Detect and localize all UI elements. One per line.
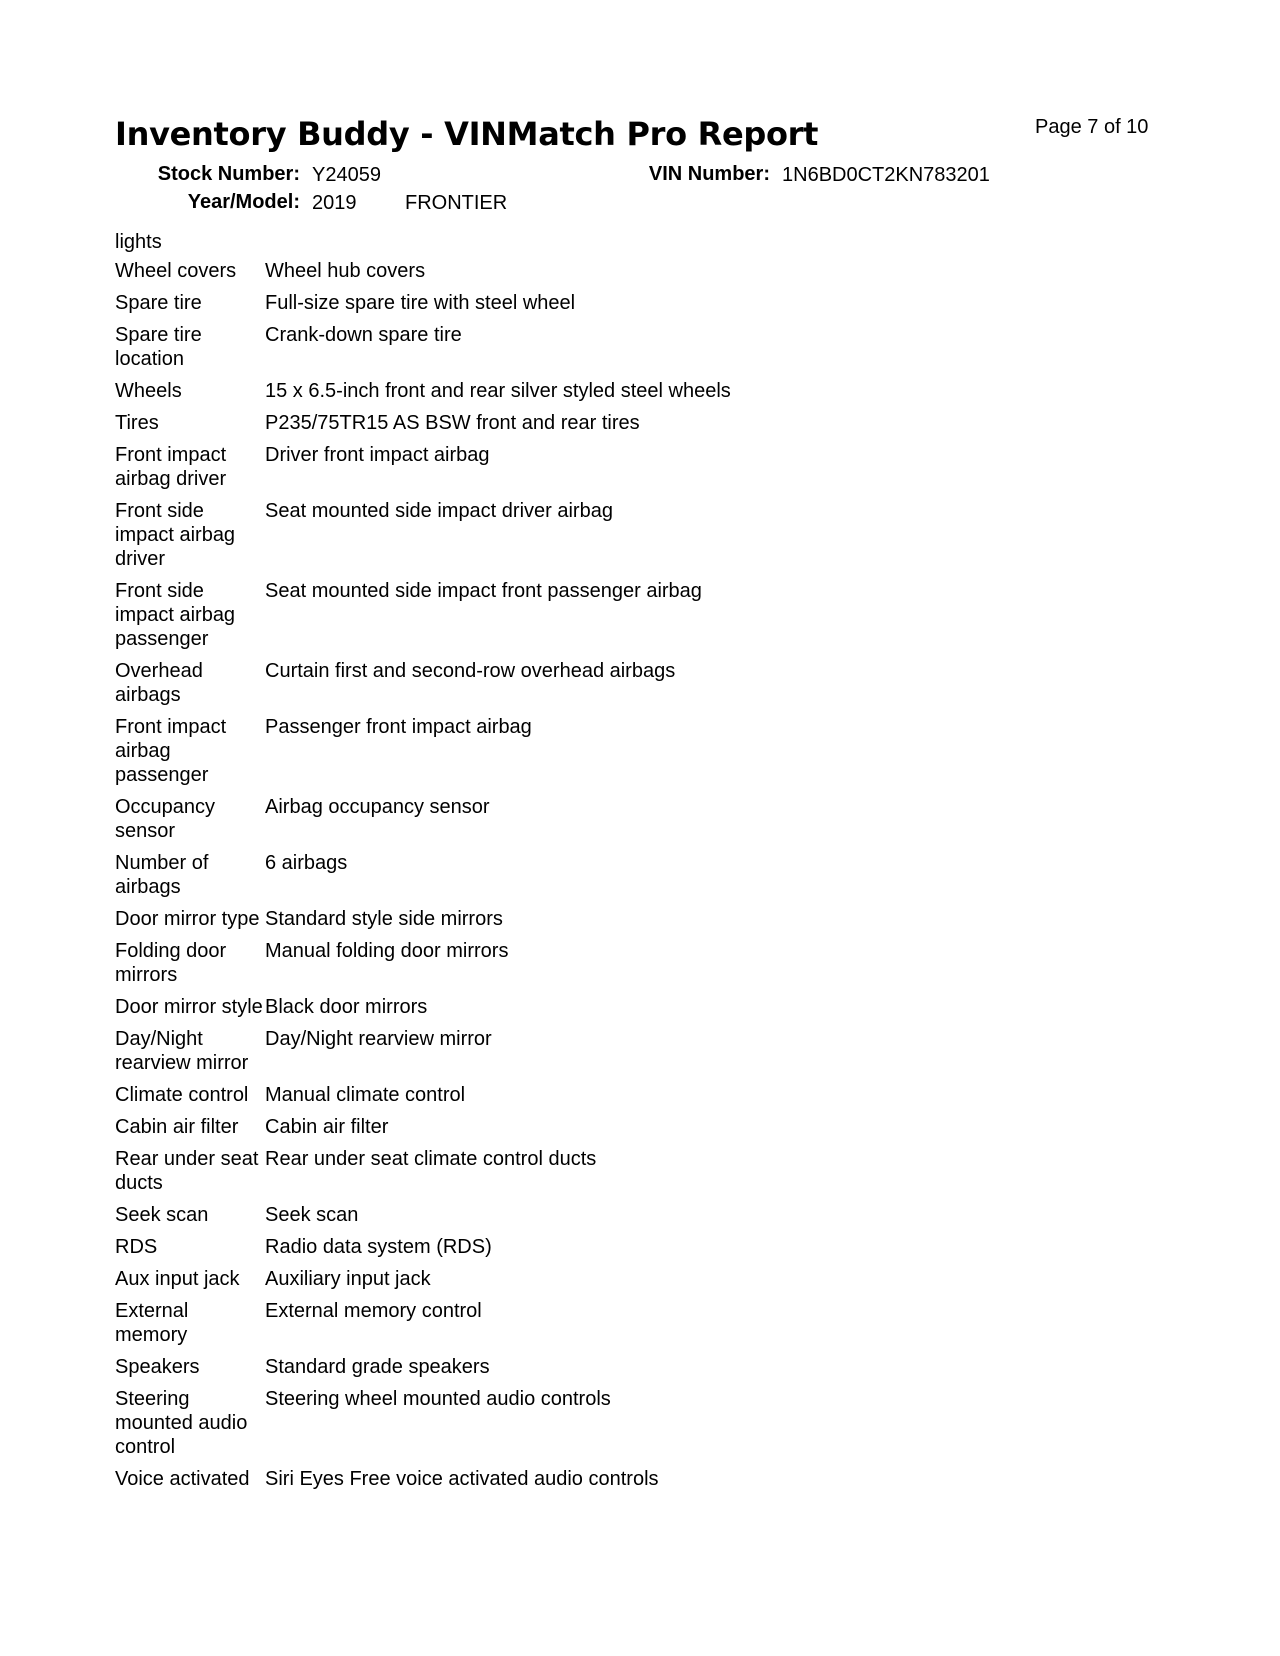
spec-label: Climate control <box>115 1084 249 1106</box>
spec-row <box>115 907 1015 931</box>
spec-row <box>115 323 1015 371</box>
stock-number-label: Stock Number: <box>157 163 300 185</box>
spec-value: Wheel hub covers <box>265 260 426 282</box>
report-title: Inventory Buddy - VINMatch Pro Report <box>115 115 819 153</box>
spec-table <box>115 259 1015 1499</box>
spec-row <box>115 259 1015 283</box>
spec-value: Steering wheel mounted audio controls <box>265 1388 611 1410</box>
spec-value: Full-size spare tire with steel wheel <box>265 292 576 314</box>
spec-row <box>115 795 1015 843</box>
spec-label: Wheels <box>115 380 182 402</box>
spec-value: Manual climate control <box>265 1084 466 1106</box>
spec-label: External memory <box>115 1300 189 1346</box>
spec-value: Day/Night rearview mirror <box>265 1028 492 1050</box>
spec-label: Number of airbags <box>115 852 209 898</box>
spec-value: P235/75TR15 AS BSW front and rear tires <box>265 412 640 434</box>
spec-label: Day/Night rearview mirror <box>115 1028 249 1074</box>
spec-row <box>115 443 1015 491</box>
spec-value: Radio data system (RDS) <box>265 1236 492 1258</box>
spec-label: Folding door mirrors <box>115 940 227 986</box>
spec-value: Driver front impact airbag <box>265 444 490 466</box>
stock-number-value: Y24059 <box>312 164 381 186</box>
spec-row <box>115 659 1015 707</box>
spec-label: Tires <box>115 412 159 434</box>
spec-value: Standard grade speakers <box>265 1356 490 1378</box>
spec-label: Occupancy sensor <box>115 796 216 842</box>
spec-value: Standard style side mirrors <box>265 908 503 930</box>
spec-row <box>115 1083 1015 1107</box>
spec-label: Spare tire <box>115 292 202 314</box>
spec-row <box>115 1203 1015 1227</box>
spec-row <box>115 1027 1015 1075</box>
spec-value: 6 airbags <box>265 852 348 874</box>
spec-value: Cabin air filter <box>265 1116 389 1138</box>
spec-label: Seek scan <box>115 1204 209 1226</box>
vin-number-value: 1N6BD0CT2KN783201 <box>782 164 990 186</box>
spec-label: Door mirror type <box>115 908 260 930</box>
spec-label: Wheel covers <box>115 260 237 282</box>
spec-value: Manual folding door mirrors <box>265 940 509 962</box>
spec-row <box>115 1235 1015 1259</box>
spec-row <box>115 579 1015 651</box>
spec-row <box>115 995 1015 1019</box>
spec-value: Seat mounted side impact driver airbag <box>265 500 613 522</box>
spec-value: Passenger front impact airbag <box>265 716 532 738</box>
spec-row <box>115 499 1015 571</box>
model-value: FRONTIER <box>405 192 508 214</box>
spec-row <box>115 1115 1015 1139</box>
spec-row <box>115 939 1015 987</box>
spec-row <box>115 379 1015 403</box>
spec-row <box>115 1355 1015 1379</box>
spec-row <box>115 1147 1015 1195</box>
spec-row <box>115 1467 1015 1491</box>
spec-row <box>115 411 1015 435</box>
year-model-label: Year/Model: <box>187 191 300 213</box>
spec-value: Curtain first and second-row overhead airbags <box>265 660 676 682</box>
spec-label: Cabin air filter <box>115 1116 239 1138</box>
spec-row <box>115 715 1015 787</box>
spec-label: Front impact airbag driver <box>115 444 227 490</box>
spec-value: Siri Eyes Free voice activated audio controls <box>265 1468 659 1490</box>
spec-label: Spare tire location <box>115 324 202 370</box>
spec-label: Front side impact airbag passenger <box>115 580 236 650</box>
spec-value: Rear under seat climate control ducts <box>265 1148 597 1170</box>
spec-label: Rear under seat ducts <box>115 1148 259 1194</box>
spec-value: Black door mirrors <box>265 996 428 1018</box>
spec-label: RDS <box>115 1236 158 1258</box>
spec-row <box>115 1299 1015 1347</box>
spec-label: Front impact airbag passenger <box>115 716 227 786</box>
spec-value: External memory control <box>265 1300 482 1322</box>
spec-value: Crank-down spare tire <box>265 324 462 346</box>
spec-label: Front side impact airbag driver <box>115 500 236 570</box>
spec-row <box>115 851 1015 899</box>
spec-row <box>115 1387 1015 1459</box>
spec-label: Door mirror style <box>115 996 263 1018</box>
spec-label: Overhead airbags <box>115 660 203 706</box>
spec-row <box>115 1267 1015 1291</box>
spec-label: Voice activated <box>115 1468 250 1490</box>
spec-label: Steering mounted audio control <box>115 1388 248 1458</box>
spec-label: Aux input jack <box>115 1268 240 1290</box>
spec-value: Seat mounted side impact front passenger airbag <box>265 580 702 602</box>
spec-value: Airbag occupancy sensor <box>265 796 490 818</box>
spec-value: Seek scan <box>265 1204 359 1226</box>
page-number: Page 7 of 10 <box>1035 116 1149 138</box>
spec-label: Speakers <box>115 1356 200 1378</box>
spec-row <box>115 291 1015 315</box>
vin-number-label: VIN Number: <box>648 163 770 185</box>
spec-value: 15 x 6.5-inch front and rear silver styled steel wheels <box>265 380 731 402</box>
spec-value: Auxiliary input jack <box>265 1268 431 1290</box>
year-value: 2019 <box>312 192 357 214</box>
continued-fragment: lights <box>115 231 162 253</box>
